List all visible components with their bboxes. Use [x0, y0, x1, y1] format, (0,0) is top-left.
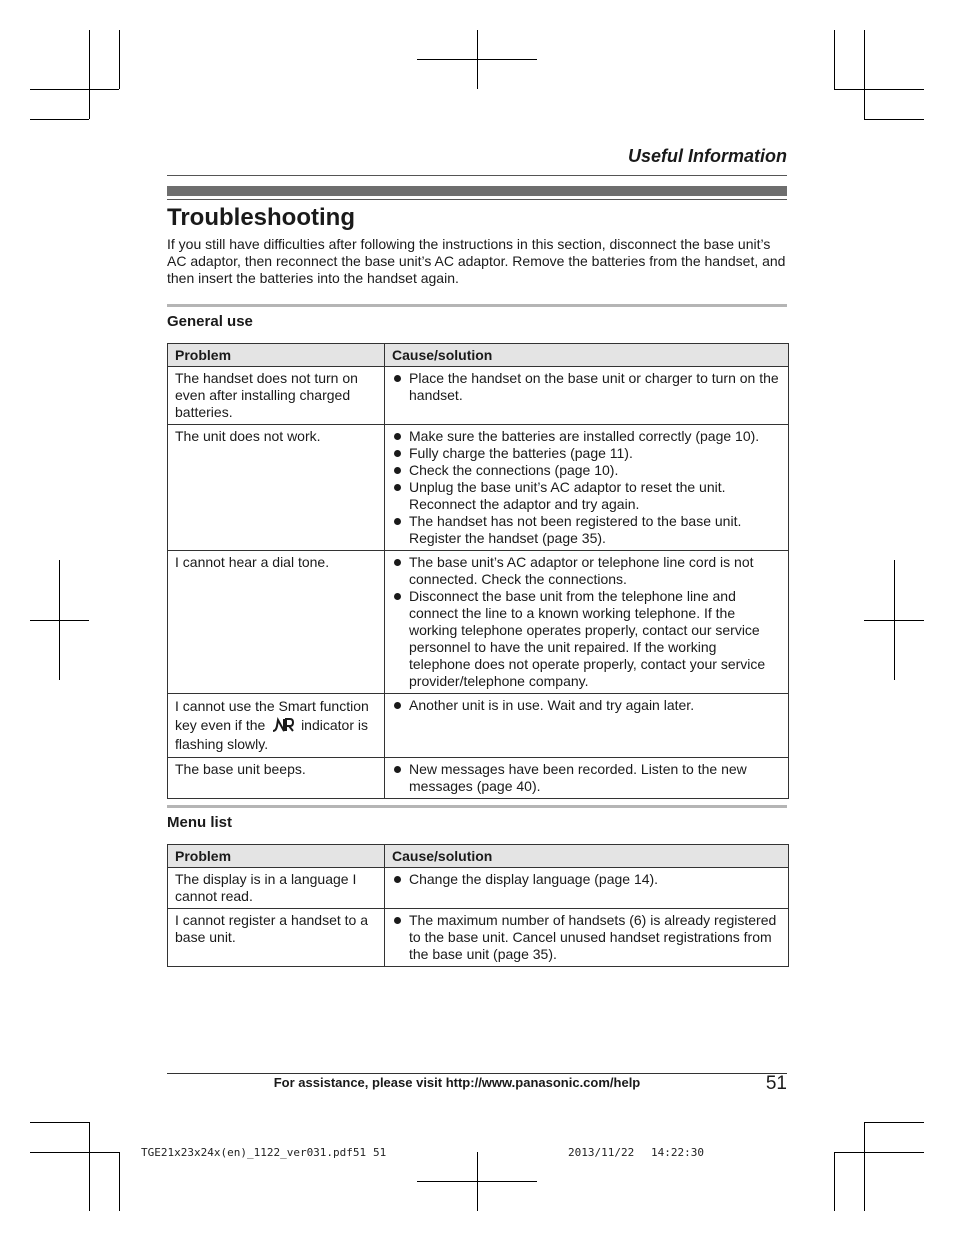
problem-cell: The base unit beeps. — [168, 758, 385, 799]
solution-item: Change the display language (page 14). — [392, 871, 781, 888]
solution-cell — [385, 909, 789, 967]
problem-cell — [168, 694, 385, 758]
general-use-heading: General use — [167, 313, 253, 330]
problem-cell: I cannot register a handset to a base unit. — [168, 909, 385, 967]
header-rule — [167, 175, 787, 176]
solution-item: The handset has not been registered to the base unit. Register the handset (page 35). — [392, 513, 781, 547]
problem-text: I cannot use the Smart function key even if the — [175, 698, 369, 733]
crop-mark — [864, 30, 865, 119]
problem-cell: The handset does not turn on even after installing charged batteries. — [168, 367, 385, 425]
crop-mark — [864, 1122, 865, 1211]
crop-mark — [30, 1152, 119, 1153]
solution-item: Unplug the base unit’s AC adaptor to reset the unit. Reconnect the adaptor and try again. — [392, 479, 781, 513]
crop-mark — [834, 1152, 924, 1153]
table-header-row — [168, 845, 789, 868]
section-divider — [167, 805, 787, 808]
assistance-text: For assistance, please visit http://www.panasonic.com/help — [273, 1075, 641, 1090]
solution-item: Fully charge the batteries (page 11). — [392, 445, 781, 462]
table-row — [168, 758, 789, 799]
crop-mark — [89, 1122, 90, 1211]
crop-mark — [119, 1152, 120, 1211]
crop-mark — [864, 119, 924, 120]
print-date: 2013/11/22 — [568, 1146, 635, 1159]
table-row — [168, 551, 789, 694]
solution-item: Check the connections (page 10). — [392, 462, 781, 479]
crop-mark — [89, 30, 90, 119]
page-number: 51 — [765, 1073, 787, 1094]
solution-cell — [385, 551, 789, 694]
print-time: 14:22:30 — [651, 1146, 704, 1159]
crop-mark — [119, 30, 120, 89]
table-row — [168, 367, 789, 425]
menu-list-heading: Menu list — [167, 814, 233, 831]
crop-mark — [864, 1122, 924, 1123]
intro-paragraph: If you still have difficulties after following the instructions in this section, disconnect the base unit’s AC adaptor, then reconnect the base unit’s AC adaptor. Remove the batteries from the handset, and then insert the batteries into the handset again. — [167, 236, 786, 286]
crop-mark — [864, 620, 924, 621]
table-row — [168, 909, 789, 967]
crop-mark — [417, 59, 537, 60]
column-header-solution: Cause/solution — [385, 845, 789, 868]
solution-cell — [385, 694, 789, 758]
general-use-table — [167, 343, 789, 799]
crop-mark — [30, 89, 119, 90]
print-page: 51 — [373, 1146, 387, 1159]
section-header: Useful Information — [627, 146, 787, 166]
solution-item: The base unit’s AC adaptor or telephone line cord is not connected. Check the connections. — [392, 554, 781, 588]
print-file-name: TGE21x23x24x(en)_1122_ver031.pdf51 — [141, 1146, 367, 1159]
solution-item: New messages have been recorded. Listen to the new messages (page 40). — [392, 761, 781, 795]
problem-text: indicator is flashing slowly. — [175, 717, 368, 752]
crop-mark — [834, 1152, 835, 1211]
table-row — [168, 868, 789, 909]
problem-cell: I cannot hear a dial tone. — [168, 551, 385, 694]
crop-mark — [30, 620, 89, 621]
solution-item: Make sure the batteries are installed correctly (page 10). — [392, 428, 781, 445]
solution-item: Place the handset on the base unit or charger to turn on the handset. — [392, 370, 781, 404]
solution-cell — [385, 425, 789, 551]
solution-cell — [385, 367, 789, 425]
solution-item: Disconnect the base unit from the telephone line and connect the line to a known working telephone. If the working telephone operates properly, contact our service personnel to have the unit repaired. If the working telephone does not operate properly, contact your service provider/telephone company. — [392, 588, 781, 690]
solution-item: Another unit is in use. Wait and try again later. — [392, 697, 781, 714]
footer-rule — [167, 1073, 787, 1074]
crop-mark — [834, 89, 924, 90]
page-title: Troubleshooting — [167, 204, 355, 231]
problem-cell: The display is in a language I cannot read. — [168, 868, 385, 909]
table-row — [168, 425, 789, 551]
section-divider — [167, 304, 787, 307]
menu-list-table — [167, 844, 789, 967]
table-row — [168, 694, 789, 758]
crop-mark — [30, 1122, 89, 1123]
solution-cell — [385, 868, 789, 909]
title-bar — [167, 186, 787, 196]
column-header-solution: Cause/solution — [385, 344, 789, 367]
solution-item: The maximum number of handsets (6) is already registered to the base unit. Cancel unused handset registrations from the base unit (page 35). — [392, 912, 781, 963]
solution-cell — [385, 758, 789, 799]
crop-mark — [834, 30, 835, 89]
problem-cell: The unit does not work. — [168, 425, 385, 551]
table-header-row — [168, 344, 789, 367]
crop-mark — [417, 1181, 537, 1182]
crop-mark — [30, 119, 89, 120]
column-header-problem: Problem — [168, 845, 385, 868]
nr-indicator-icon — [272, 717, 294, 733]
column-header-problem: Problem — [168, 344, 385, 367]
title-rule — [167, 199, 787, 200]
